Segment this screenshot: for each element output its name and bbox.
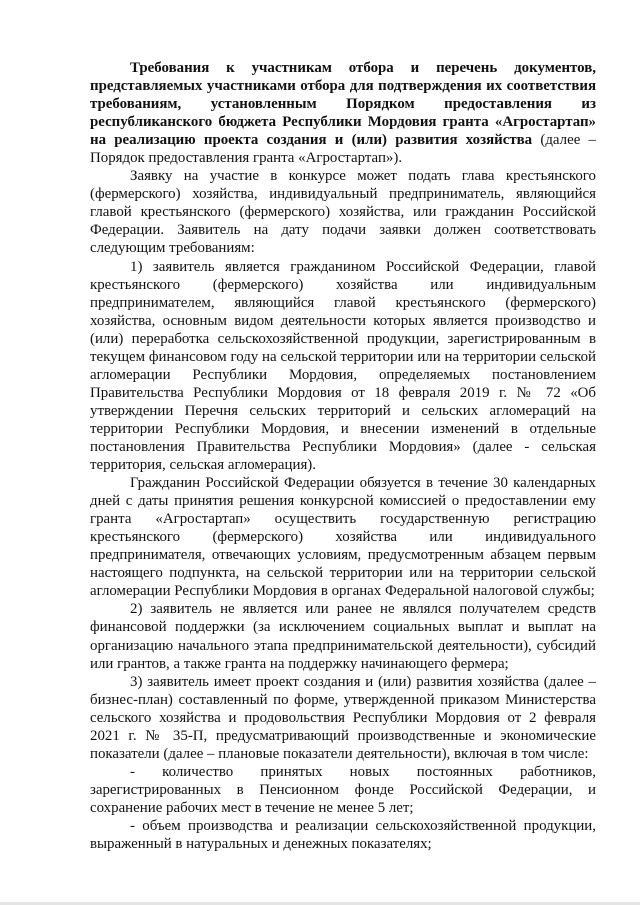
paragraph-citizen-obligation: Гражданин Российской Федерации обязуется в течение 30 календарных дней с даты принятия решения конкурсной комиссией о предоставлении ему гранта «Агростартап» осуществить государственную регистрацию крестьянского (фермерского) хозяйства или индивидуального предпринимателя, отвечающих условиям, предусмотренным абзацем первым настоящего подпункта, на сельской территории или на территории сельской агломерации Республики Мордовия в органах Федеральной налоговой службы; xyxy=(90,475,596,600)
paragraph-requirement-3: 3) заявитель имеет проект создания и (или) развития хозяйства (далее – бизнес-план) составленный по форме, утвержденной приказом Министерства сельского хозяйства и продовольствия Республики Мордовия от 2 февраля 2021 г. № 35-П, предусматривающий производственные и экономические показатели (далее – плановые показатели деятельности), включая в том числе: xyxy=(90,673,596,762)
paragraph-intro: Заявку на участие в конкурсе может подать глава крестьянского (фермерского) хозяйства, индивидуальный предприниматель, являющийся главой крестьянского (фермерского) хозяйства, или гражданин Российской Федерации. Заявитель на дату подачи заявки должен соответствовать следующим требованиям: xyxy=(90,168,596,257)
paragraph-requirement-1: 1) заявитель является гражданином Российской Федерации, главой крестьянского (фермерского) хозяйства или индивидуальным предпринимателем, являющийся главой крестьянского (фермерского) хозяйства, основным видом деятельности которых является производство и (или) переработка сельскохозяйственной продукции, зарегистрированным в текущем финансовом году на сельской территории или на территории сельской агломерации Республики Мордовия, определяемых постановлением Правительства Республики Мордовия от 18 февраля 2019 г. № 72 «Об утверждении Перечня сельских территорий и сельских агломераций на территории Республики Мордовия, и внесении изменений в отдельные постановления Правительства Республики Мордовия» (далее - сельская территория, сельская агломерация). xyxy=(90,258,596,474)
list-item-employees: - количество принятых новых постоянных работников, зарегистрированных в Пенсионном фонде Российской Федерации, и сохранение рабочих мест в течение не менее 5 лет; xyxy=(90,763,596,816)
list-item-production-volume: - объем производства и реализации сельскохозяйственной продукции, выраженный в натуральных и денежных показателях; xyxy=(90,817,596,853)
heading-regular-text: (далее – Порядок предоставления гранта «Агростартап»). xyxy=(90,132,596,167)
heading-bold-text: Требования к участникам отбора и перечень документов, представляемых участниками отбора для подтверждения их соответствия требованиям, установленным Порядком предоставления из республиканского бюджета Республики Мордовия гранта «Агростартап» на реализацию проекта создания и (или) развития хозяйства xyxy=(90,60,596,149)
paragraph-requirement-2: 2) заявитель не является или ранее не являлся получателем средств финансовой поддержки (за исключением социальных выплат и выплат на организацию начального этапа предпринимательской деятельности), субсидий или грантов, а также гранта на поддержку начинающего фермера; xyxy=(90,601,596,672)
document-heading xyxy=(90,59,596,167)
document-body xyxy=(90,59,596,853)
